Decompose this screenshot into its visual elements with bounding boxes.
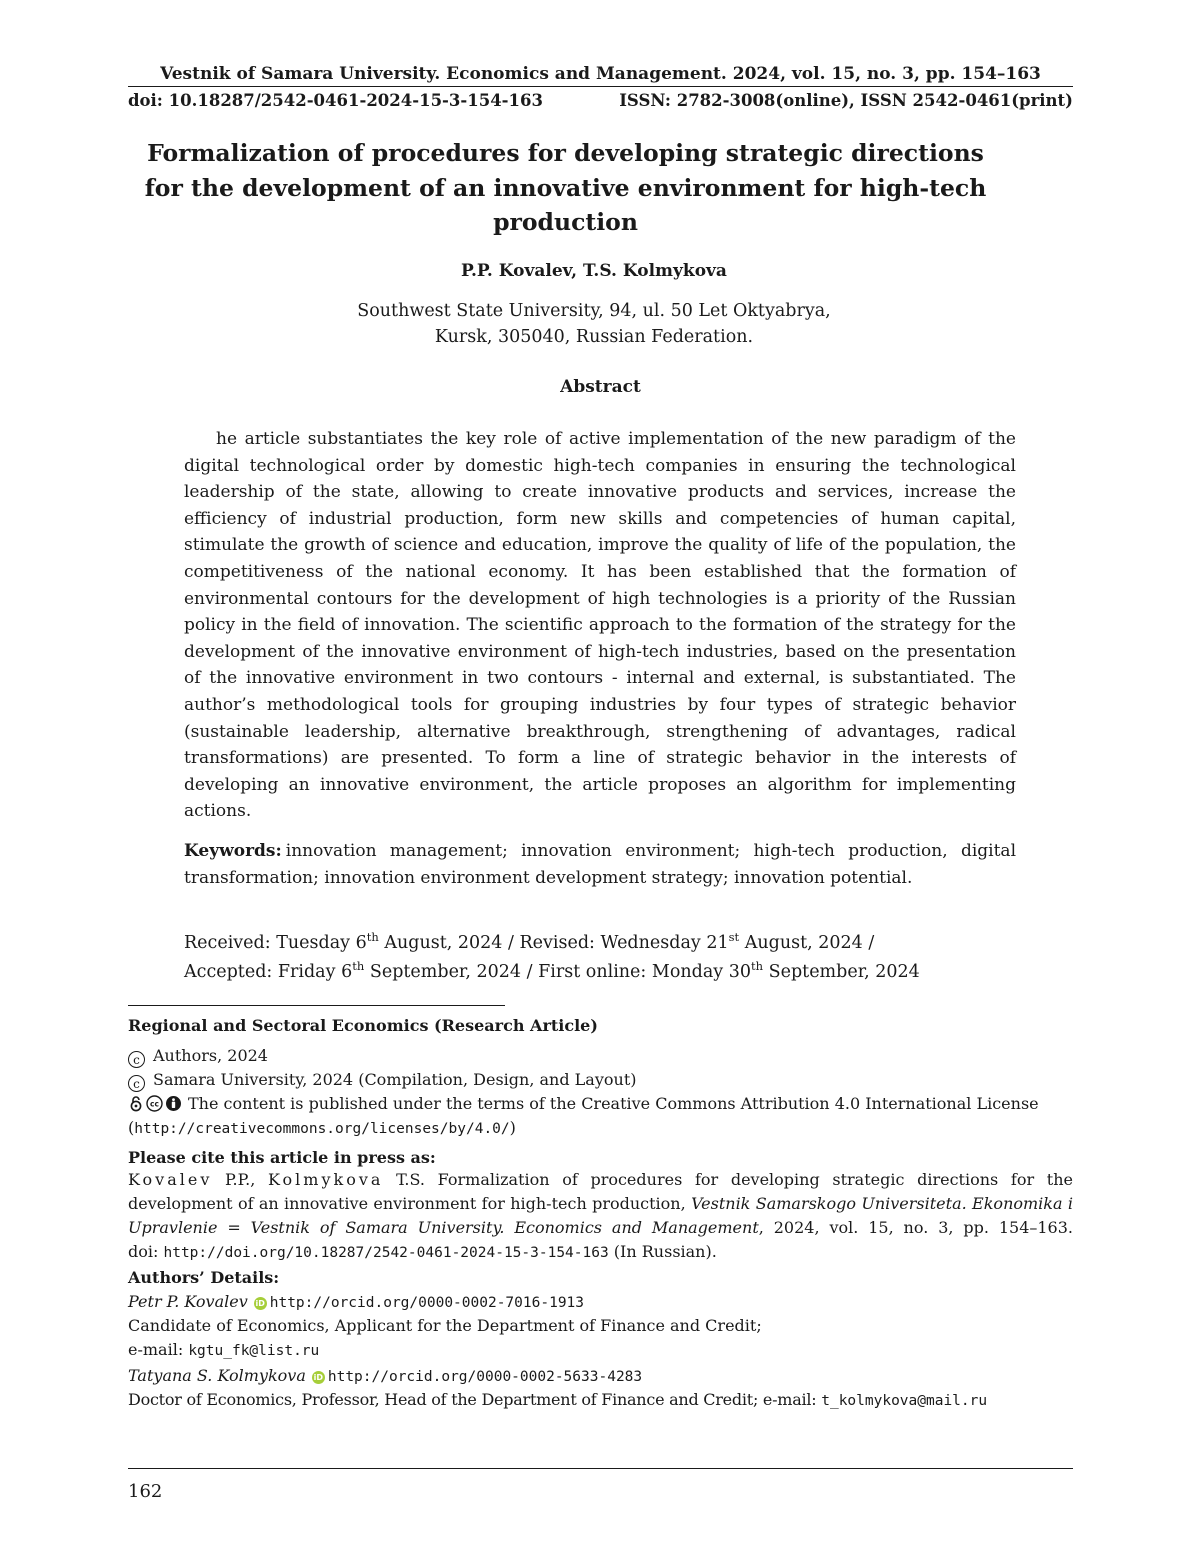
author-2-line xyxy=(128,1364,1073,1389)
footnote-rule xyxy=(128,1005,505,1006)
doi-issn-line xyxy=(128,90,1073,112)
revised-weekday: Wednesday xyxy=(601,933,701,953)
citation-text xyxy=(128,1168,1073,1265)
copyright-icon: c xyxy=(128,1075,145,1092)
abstract-heading: Abstract xyxy=(128,375,1073,399)
cite-details: , 2024, vol. 15, no. 3, pp. 154–163. xyxy=(759,1218,1073,1237)
author-1-email-line xyxy=(128,1338,1073,1363)
date-separator: / xyxy=(527,962,533,982)
received-rest: August, 2024 xyxy=(384,933,502,953)
orcid-icon: iD xyxy=(254,1297,267,1310)
footer-rule xyxy=(128,1468,1073,1469)
license-line xyxy=(128,1092,1073,1116)
author-1-position: Candidate of Economics, Applicant for the Department of Finance and Credit; xyxy=(128,1314,1073,1338)
cite-lang-note: (In Russian). xyxy=(614,1242,717,1261)
svg-text:cc: cc xyxy=(150,1100,159,1109)
paper-page xyxy=(128,0,1073,1553)
by-attribution-icon xyxy=(165,1095,182,1112)
cite-doi-link[interactable]: http://doi.org/10.18287/2542-0461-2024-15-3-154-163 xyxy=(163,1245,608,1261)
date-separator: / xyxy=(868,933,874,953)
cite-author-2: Kolmykova xyxy=(268,1170,383,1189)
affiliation xyxy=(128,298,1060,350)
dates-line-1 xyxy=(184,929,1044,958)
copyright-authors xyxy=(128,1044,1073,1068)
affiliation-line-2: Kursk, 305040, Russian Federation. xyxy=(128,324,1060,350)
revised-label: Revised: xyxy=(519,933,594,953)
received-label: Received: xyxy=(184,933,271,953)
revised-sup: st xyxy=(729,930,740,944)
license-icons xyxy=(128,1095,182,1112)
license-url-link[interactable]: http://creativecommons.org/licenses/by/4.0/ xyxy=(134,1121,509,1137)
cite-journal-en: Vestnik of Samara University. Economics and Management xyxy=(251,1218,759,1237)
accepted-weekday: Friday xyxy=(278,962,336,982)
copyright-publisher-text: Samara University, 2024 (Compilation, Design, and Layout) xyxy=(153,1070,636,1089)
online-rest: September, 2024 xyxy=(769,962,920,982)
orcid-icon: iD xyxy=(312,1371,325,1384)
accepted-sup: th xyxy=(352,959,364,973)
author-1-line xyxy=(128,1290,1073,1315)
received-sup: th xyxy=(367,930,379,944)
email-label: e-mail: xyxy=(128,1340,183,1359)
paren-close: ) xyxy=(510,1118,516,1137)
authors-details-heading: Authors’ Details: xyxy=(128,1266,1073,1290)
open-access-icon xyxy=(128,1095,144,1112)
accepted-day: 6 xyxy=(341,962,352,982)
keywords-text: innovation management; innovation environment; high-tech production, digital transformation; innovation environment development strategy; innovation potential. xyxy=(184,841,1016,888)
copyright-authors-text: Authors, 2024 xyxy=(153,1046,268,1065)
copyright-publisher xyxy=(128,1068,1073,1092)
article-category: Regional and Sectoral Economics (Research Article) xyxy=(128,1014,1073,1038)
affiliation-line-1: Southwest State University, 94, ul. 50 Let Oktyabrya, xyxy=(128,298,1060,324)
cite-title: Formalization of procedures for developing strategic directions for the development of an innovative environment for high-tech production, xyxy=(128,1170,1073,1213)
received-day: 6 xyxy=(356,933,367,953)
date-separator: / xyxy=(508,933,514,953)
license-url-line xyxy=(128,1116,1073,1141)
author-1-name: Petr P. Kovalev xyxy=(128,1292,248,1311)
doi-text: doi: 10.18287/2542-0461-2024-15-3-154-163 xyxy=(128,90,543,112)
article-authors: P.P. Kovalev, T.S. Kolmykova xyxy=(128,259,1060,283)
dates-line-2 xyxy=(184,958,1044,987)
accepted-label: Accepted: xyxy=(184,962,272,982)
cite-heading: Please cite this article in press as: xyxy=(128,1146,1073,1170)
accepted-rest: September, 2024 xyxy=(370,962,521,982)
author-2-orcid-link[interactable]: http://orcid.org/0000-0002-5633-4283 xyxy=(328,1369,642,1385)
author-1-email-link[interactable]: kgtu_fk@list.ru xyxy=(188,1343,319,1359)
author-2-position-line xyxy=(128,1388,1073,1413)
cite-author-1: Kovalev xyxy=(128,1170,212,1189)
online-weekday: Monday xyxy=(652,962,723,982)
article-title: Formalization of procedures for developing strategic directions for the development of an innovative environment for high-tech production xyxy=(128,136,1003,240)
cc-icon xyxy=(146,1095,163,1112)
revised-rest: August, 2024 xyxy=(745,933,863,953)
revised-day: 21 xyxy=(706,933,728,953)
copyright-icon: c xyxy=(128,1051,145,1068)
email-label: e-mail: xyxy=(763,1390,816,1409)
cite-doi-label: doi: xyxy=(128,1242,158,1261)
author-2-name: Tatyana S. Kolmykova xyxy=(128,1366,306,1385)
online-label: First online: xyxy=(538,962,646,982)
issn-text: ISSN: 2782-3008(online), ISSN 2542-0461(print) xyxy=(619,90,1073,112)
paren-open: ( xyxy=(128,1118,134,1137)
license-text: The content is published under the terms of the Creative Commons Attribution 4.0 International License xyxy=(188,1094,1039,1113)
cite-equals: = xyxy=(227,1218,240,1237)
page-number: 162 xyxy=(128,1479,162,1505)
cite-author-2-initials: T.S. xyxy=(396,1170,425,1189)
online-sup: th xyxy=(751,959,763,973)
author-2-email-link[interactable]: t_kolmykova@mail.ru xyxy=(821,1393,987,1409)
keywords xyxy=(184,838,1016,891)
author-1-orcid-link[interactable]: http://orcid.org/0000-0002-7016-1913 xyxy=(270,1295,584,1311)
author-2-position: Doctor of Economics, Professor, Head of the Department of Finance and Credit; xyxy=(128,1390,758,1409)
journal-header: Vestnik of Samara University. Economics and Management. 2024, vol. 15, no. 3, pp. 154–163 xyxy=(128,62,1073,86)
online-day: 30 xyxy=(729,962,751,982)
keywords-label: Keywords: xyxy=(184,841,282,861)
received-weekday: Tuesday xyxy=(276,933,350,953)
abstract-body: he article substantiates the key role of active implementation of the new paradigm of the digital technological order by domestic high-tech companies in ensuring the technological leadership of the state, allowing to create innovative products and services, increase the efficiency of industrial production, form new skills and competencies of human capital, stimulate the growth of science and education, improve the quality of life of the population, the competitiveness of the national economy. It has been established that the formation of environmental contours for the development of high technologies is a priority of the Russian policy in the field of innovation. The scientific approach to the formation of the strategy for the development of the innovative environment of high-tech industries, based on the presentation of the innovative environment in two contours - internal and external, is substantiated. The author’s methodological tools for grouping industries by four types of strategic behavior (sustainable leadership, alternative breakthrough, strengthening of advantages, radical transformations) are presented. To form a line of strategic behavior in the interests of developing an innovative environment, the article proposes an algorithm for implementing actions. xyxy=(184,426,1016,825)
cite-author-1-initials: P.P., xyxy=(225,1170,255,1189)
header-rule xyxy=(128,86,1073,87)
cite-journal-ru: Vestnik Samarskogo Universiteta. Ekonomika i Upravlenie xyxy=(128,1194,1073,1237)
